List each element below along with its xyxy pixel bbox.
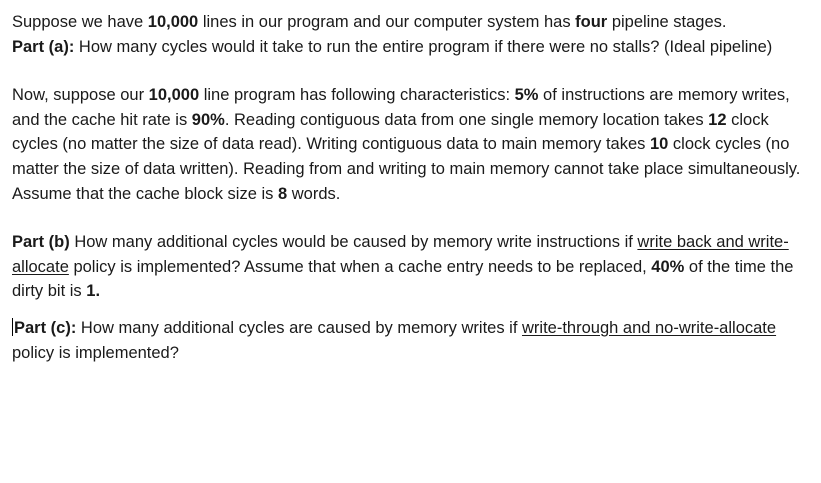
scenario-line-count: 10,000 <box>148 86 200 105</box>
scenario-write-cycles: 10 <box>649 135 669 154</box>
part-b-label: Part (b) <box>12 233 70 252</box>
part-a-text: How many cycles would it take to run the entire program if there were no stalls? (Ideal pipeline) <box>74 37 773 56</box>
part-a-label: Part (a): <box>12 37 75 56</box>
part-c-text-1: How many additional cycles are caused by memory writes if <box>76 318 523 337</box>
intro-text-1: Suppose we have <box>12 13 148 31</box>
intro-text-2: lines in our program and our computer system has <box>198 13 576 31</box>
part-b-dirty-value: 1. <box>86 282 101 301</box>
intro-line-count: 10,000 <box>147 13 199 31</box>
scenario-text-3: of instructions are memory writes, and the cache hit rate is <box>12 86 790 129</box>
text-cursor <box>12 318 13 336</box>
scenario-write-percent: 5% <box>514 86 539 105</box>
part-c-question <box>12 316 807 365</box>
scenario-paragraph <box>12 83 807 206</box>
intro-text-3: pipeline stages. <box>607 13 727 31</box>
scenario-text-6: clock cycles (no matter the size of data written). Reading from and writing to main memory cannot take place simultaneously. Assume that the cache block size is <box>12 135 801 203</box>
scenario-text-5: clock cycles (no matter the size of data read). Writing contiguous data to main memory takes <box>12 110 769 154</box>
part-c-policy: write-through and no-write-allocate <box>522 318 777 337</box>
part-b-text-2: policy is implemented? Assume that when a cache entry needs to be replaced, <box>68 257 652 276</box>
part-c-label: Part (c): <box>14 318 77 337</box>
scenario-text-7: words. <box>287 184 341 203</box>
scenario-text-1: Now, suppose our <box>12 86 149 105</box>
scenario-read-cycles: 12 <box>708 110 727 129</box>
spacer <box>12 59 807 83</box>
document-body <box>12 10 807 365</box>
spacer <box>12 206 807 230</box>
part-b-policy: write back and write-allocate <box>12 233 789 276</box>
part-b-text-1: How many additional cycles would be caused by memory write instructions if <box>69 233 638 252</box>
spacer <box>12 304 807 316</box>
part-b-text-3: of the time the dirty bit is <box>12 257 794 301</box>
part-c-text-2: policy is implemented? <box>12 343 179 362</box>
part-a-question <box>12 35 807 60</box>
scenario-text-4: . Reading contiguous data from one single memory location takes <box>224 110 709 129</box>
scenario-block-size: 8 <box>277 184 288 203</box>
part-b-dirty-percent: 40% <box>651 257 685 276</box>
scenario-hit-rate: 90% <box>191 110 225 129</box>
intro-stage-count: four <box>575 13 608 31</box>
scenario-text-2: line program has following characteristics: <box>199 86 515 105</box>
intro-paragraph <box>12 10 807 35</box>
part-b-question <box>12 230 807 304</box>
